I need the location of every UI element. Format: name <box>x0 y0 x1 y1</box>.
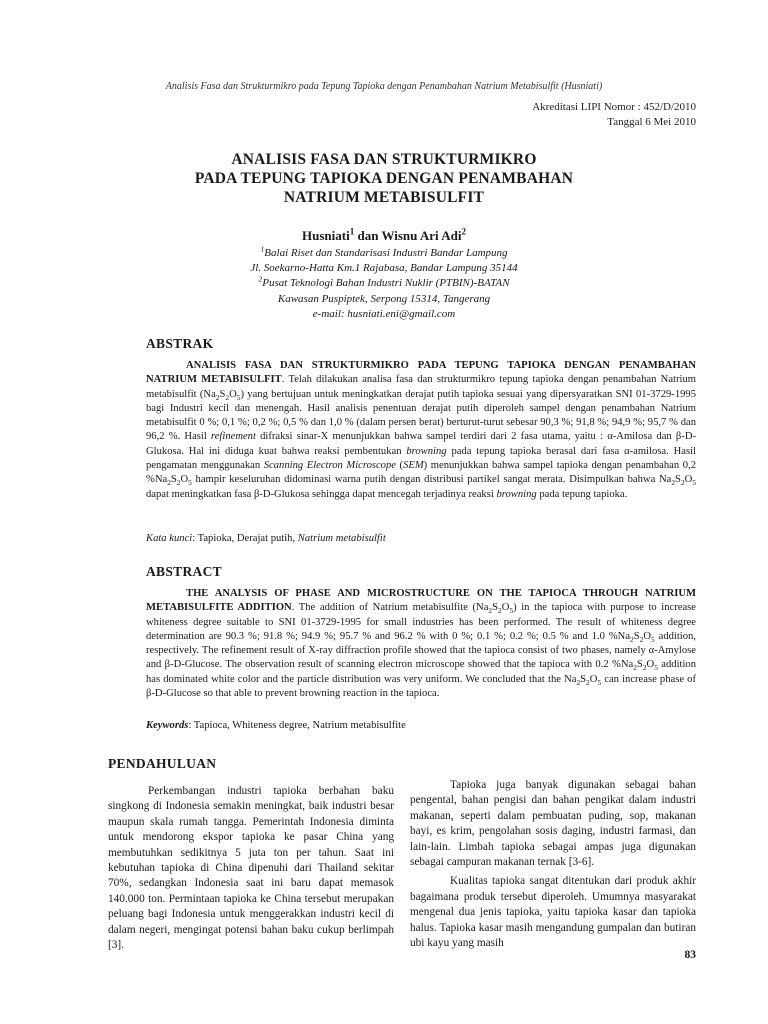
author-2-sup: 2 <box>461 226 466 237</box>
affiliation-2-sup: 2 <box>258 274 263 284</box>
email-address: e-mail: husniati.eni@gmail.com <box>312 307 456 320</box>
accreditation-date: Tanggal 6 Mei 2010 <box>607 116 696 128</box>
author-1-sup: 1 <box>349 226 355 237</box>
intro-right-column <box>410 778 696 951</box>
affiliation-2-line-1: Pusat Teknologi Bahan Industri Nuklir (PTBIN)-BATAN <box>262 277 510 290</box>
abstrak-heading: ABSTRAK <box>146 336 214 351</box>
abstract-heading: ABSTRACT <box>146 564 222 579</box>
kata-kunci: Kata kunci: Tapioka, Derajat putih, Natrium metabisulfit <box>146 533 386 544</box>
keywords: Keywords: Tapioca, Whiteness degree, Natrium metabisulfite <box>146 720 406 731</box>
title-line-1: ANALISIS FASA DAN STRUKTURMIKRO <box>231 151 537 168</box>
abstrak-body: ANALISIS FASA DAN STRUKTURMIKRO PADA TEPUNG TAPIOKA DENGAN PENAMBAHAN NATRIUM METABISULFIT. Telah dilakukan analisa fasa dan strukturmikro tepung tapioka dengan penambahan Natrium metabisulfit $(Na_2S_2O_5)$ yang bertujuan untuk meningkatkan derajat putih tapioka sesuai yang dipersyaratkan SNI 01-3729-1995 bagi Industri kecil dan menengah. Hasil analisis penentuan derajat putih diperoleh sampel dengan penambahan Natrium metabisulfit 0 %; 0,1 %; 0,2 %; 0,5 % dan 1,0 % (dalam persen berat) berturut-turut sebesar 90,3 %; 91,8 %; 94,9 %; 95,7 % dan 96,2 %. Hasil refinement difraksi sinar-X menunjukkan bahwa sampel terdiri dari 2 fasa utama, yaitu : α-Amilosa dan β-D-Glukosa. Hal ini diduga kuat bahwa reaksi pembentukan browning pada tepung tapioka berasal dari fasa α-amilosa. Hasil pengamatan menggunakan Scanning Electron Microscope (SEM) menunjukkan bahwa sampel tapioka dengan penambahan 0,2 $\%Na_2S_2O_5$ hampir keseluruhan didominasi warna putih dengan distribusi partikel sangat merata. Disimpulkan bahwa $Na_2S_2O_5$ dapat meningkatkan fasa β-D-Glukosa sehingga dapat mencegah terjadinya reaksi browning pada tepung tapioka. <box>146 360 697 500</box>
author-list <box>0 228 768 244</box>
affiliations <box>0 246 768 322</box>
intro-left-column <box>108 784 394 953</box>
author-conjunction: dan <box>354 228 382 243</box>
keywords-label: Keywords <box>146 720 189 731</box>
author-2: Wisnu Ari Adi <box>381 228 462 243</box>
title-line-2: PADA TEPUNG TAPIOKA DENGAN PENAMBAHAN <box>194 170 574 187</box>
affiliation-1-line-1: Balai Riset dan Standarisasi Industri Bandar Lampung <box>264 247 508 259</box>
affiliation-1-sup: 1 <box>260 244 265 254</box>
page-number: 83 <box>684 949 696 961</box>
abstrak-lead: ANALISIS FASA DAN STRUKTURMIKRO PADA TEPUNG TAPIOKA DENGAN PENAMBAHAN NATRIUM METABISULFIT <box>146 360 696 386</box>
intro-right-paragraph-2: Kualitas tapioka sangat ditentukan dari produk akhir bagaimana produk tersebut diperoleh. Umumnya masyarakat mengenal dua jenis tapioka, yaitu tapioka kasar dan tapioka halus. Tapioka kasar masih mengandung gumpalan dan butiran ubi kayu yang masih <box>410 875 696 950</box>
accreditation-number: Akreditasi LIPI Nomor : 452/D/2010 <box>532 101 696 113</box>
intro-left-paragraph-1: Perkembangan industri tapioka berbahan baku singkong di Indonesia semakin meningkat, baik industri besar maupun skala rumah tangga. Pemerintah Indonesia diminta untuk mendorong ekspor tapioka ke pasar China yang membutuhkan sedikitnya 5 juta ton per tahun. Saat ini kebutuhan tapioka di China dipenuhi dari Thailand sekitar 70%, sedangkan Indonesia saat ini baru dapat memasok 140.000 ton. Permintaan tapioka ke China tersebut merupakan peluang bagi Indonesia untuk menggerakkan industri kecil di dalam negeri, mengingat potensi bahan baku cukup berlimpah [3]. <box>108 785 394 952</box>
paper-title <box>100 150 668 207</box>
affiliation-1-line-2: Jl. Soekarno-Hatta Km.1 Rajabasa, Bandar Lampung 35144 <box>250 262 518 275</box>
accreditation-info <box>532 100 696 130</box>
abstract-lead: THE ANALYSIS OF PHASE AND MICROSTRUCTURE ON THE TAPIOCA THROUGH NATRIUM METABISULFITE ADDITION <box>146 588 696 614</box>
author-1: Husniati <box>302 228 350 243</box>
running-head: Analisis Fasa dan Strukturmikro pada Tepung Tapioka dengan Penambahan Natrium Metabisulfit (Husniati) <box>165 81 603 92</box>
abstract-body: THE ANALYSIS OF PHASE AND MICROSTRUCTURE ON THE TAPIOCA THROUGH NATRIUM METABISULFITE ADDITION. The addition of Natrium metabisulfite $(Na_2S_2O_5)$ in the tapioca with purpose to increase whiteness degree suitable to SNI 01-3729-1995 for small industries has been performed. The result of whiteness degree determination are 90.3 %; 91.8 %; 94.9 %; 95.7 % and 96.2 % with 0 %; 0.1 %; 0.2 %; 0.5 % and 1.0 $\%Na_2S_2O_5$ addition, respectively. The refinement result of X-ray diffraction profile showed that the tapioca consist of two phases, namely α-Amylose and β-D-Glucose. The observation result of scanning electron microscope showed that the tapioca with 0.2 $\%Na_2S_2O_5$ addition has dominated white color and the particle distribution was very uniform. We concluded that the $Na_2S_2O_5$ can increase phase of β-D-Glucose so that able to prevent browning reaction in the tapioca. <box>146 588 696 700</box>
kata-kunci-label: Kata kunci <box>146 533 193 544</box>
pendahuluan-heading: PENDAHULUAN <box>108 756 217 771</box>
affiliation-2-line-2: Kawasan Puspiptek, Serpong 15314, Tangerang <box>277 292 491 305</box>
intro-right-paragraph-1: Tapioka juga banyak digunakan sebagai bahan pengental, bahan pengisi dan bahan pengikat dalam industri makanan, seperti dalam pembuatan puding, sop, makanan bayi, es krim, pengolahan sosis daging, industri farmasi, dan lain-lain. Limbah tapioka sebagai ampas juga digunakan sebagai campuran makanan ternak [3-6]. <box>410 779 696 869</box>
title-line-3: NATRIUM METABISULFIT <box>283 189 485 206</box>
